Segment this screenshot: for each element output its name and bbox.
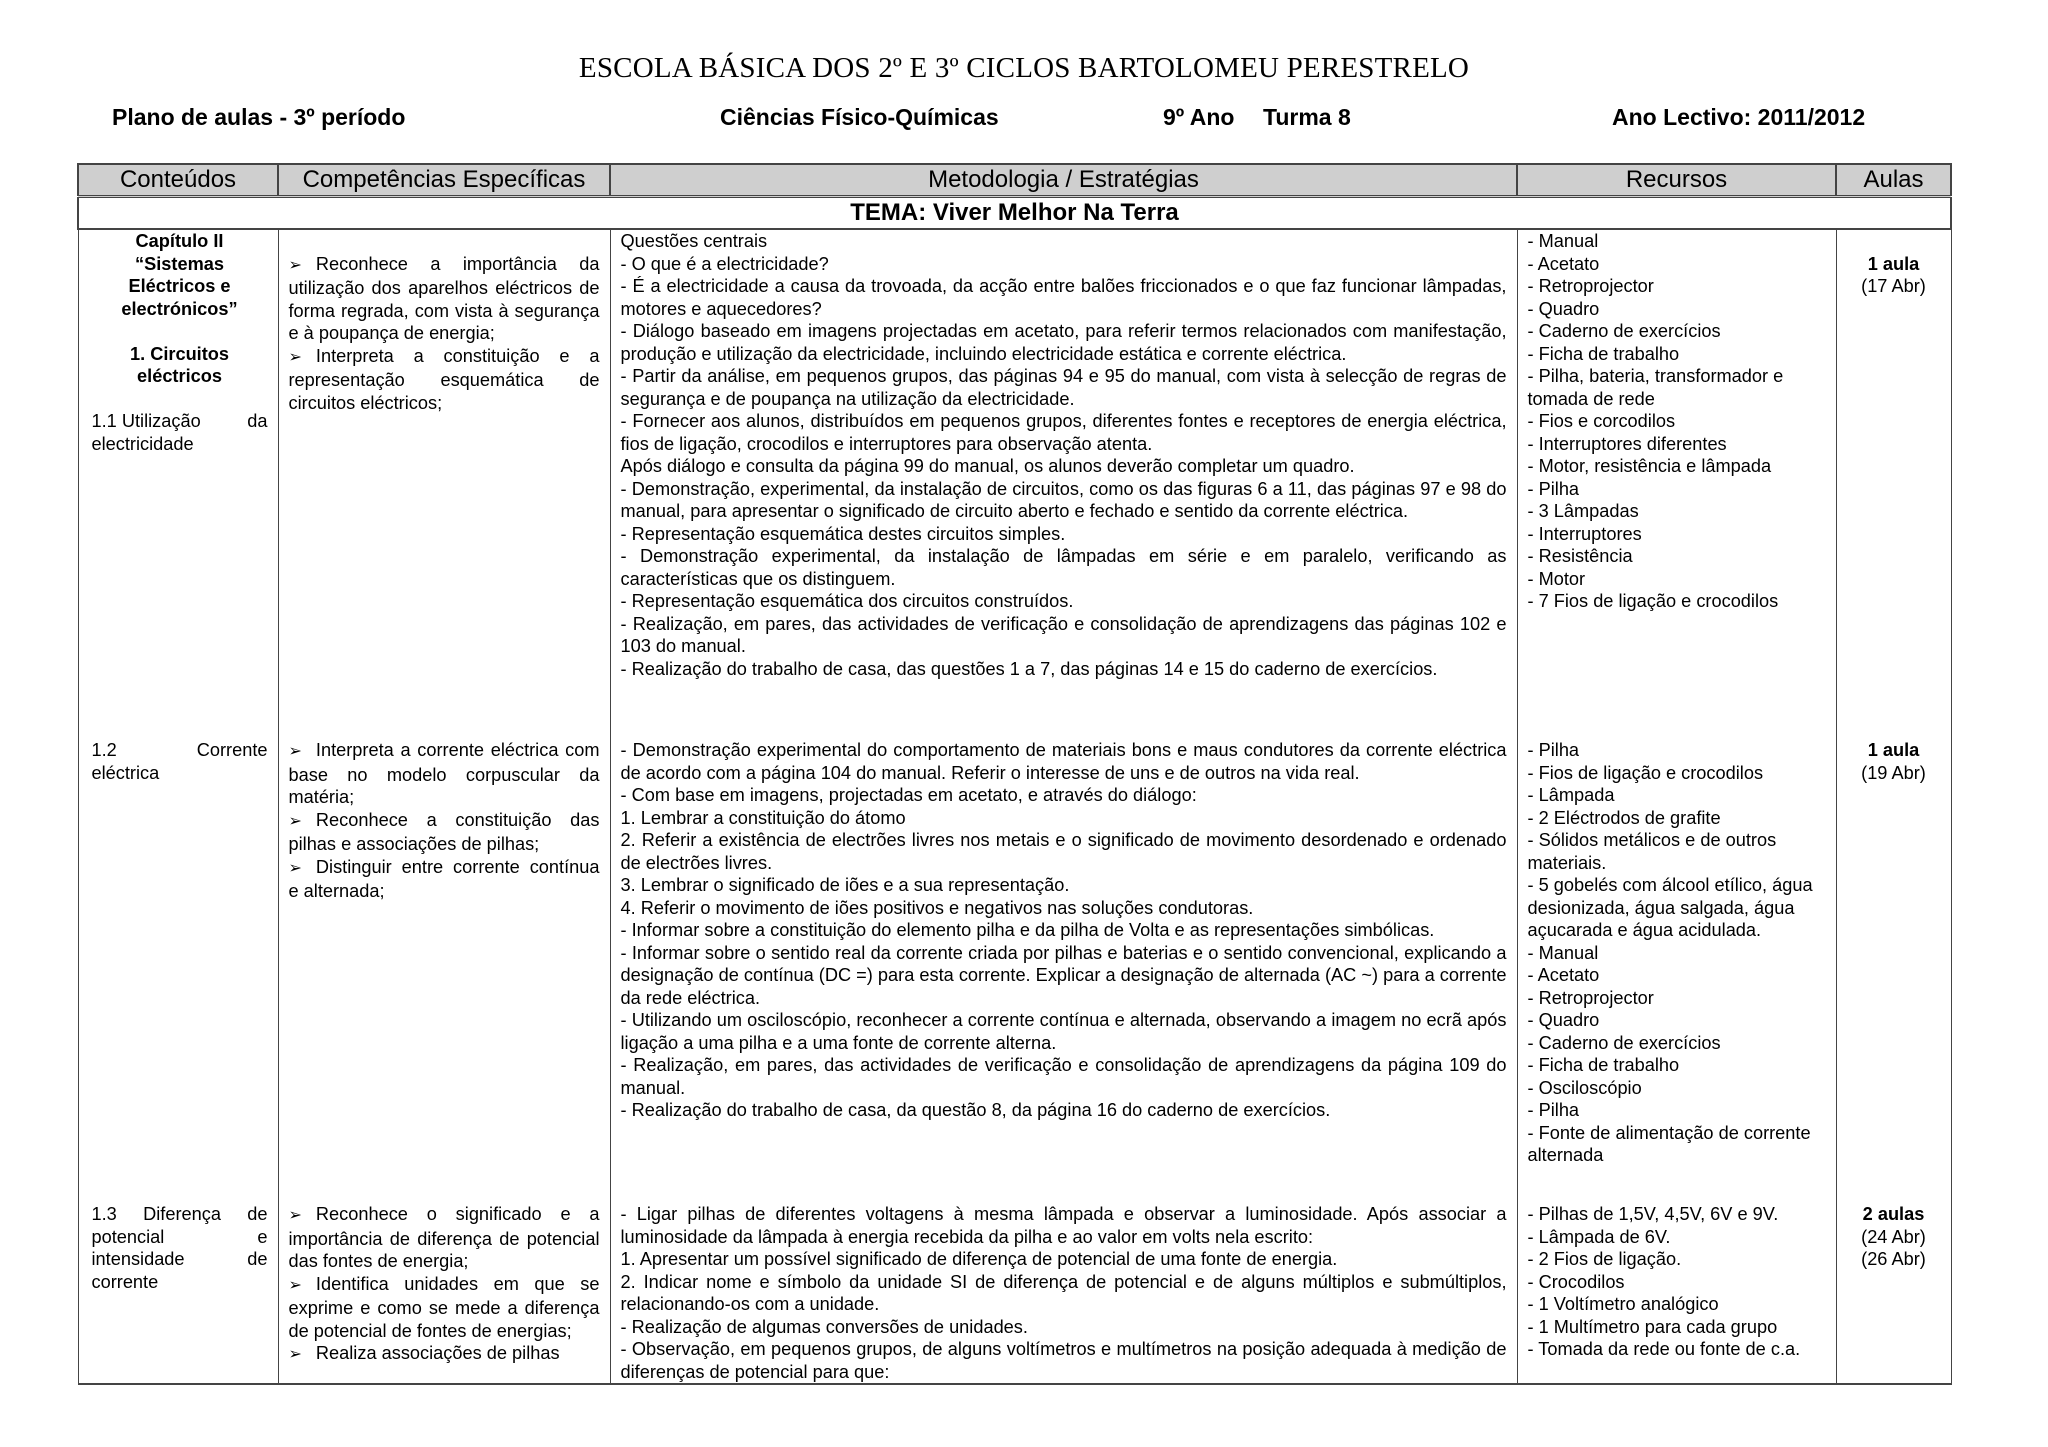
aulas-date: (17 Abr) bbox=[1861, 276, 1926, 296]
plan-title: Plano de aulas - 3º período bbox=[112, 104, 406, 130]
competencia-item: ➢ Identifica unidades em que se exprime e como se mede a diferença de potencial de fontes de energias; bbox=[289, 1273, 600, 1343]
aulas-cell bbox=[1836, 229, 1951, 739]
conteudos-cell: Capítulo II “Sistemas Eléctricos e electrónicos” 1. Circuitos eléctricos 1.1 Utilização da electricidade bbox=[78, 229, 278, 739]
competencia-item: ➢ Reconhece a constituição das pilhas e associações de pilhas; bbox=[289, 809, 600, 856]
aulas-count: 1 aula bbox=[1867, 253, 1920, 274]
column-header-metodologia: Metodologia / Estratégias bbox=[610, 164, 1517, 197]
aulas-cell bbox=[1836, 1203, 1951, 1384]
column-header-conteudos: Conteúdos bbox=[78, 164, 278, 197]
metodologia-cell: - Demonstração experimental do comportamento de materiais bons e maus condutores da corrente eléctrica de acordo com a página 104 do manual. Referir o interesse de uns e de outros na vida real. - Com base em imagens, projectadas em acetato, e através do diálogo: 1. Lembrar a constituição do átomo 2. Referir a existência de electrões livres nos metais e o significado de movimento desordenado e ordenado de electrões livres. 3. Lembrar o significado de iões e a sua representação. 4. Referir o movimento de iões positivos e negativos nas soluções condutoras. - Informar sobre a constituição do elemento pilha e da pilha de Volta e as representações simbólicas. - Informar sobre o sentido real da corrente criada por pilhas e baterias e o sentido convencional, explicando a designação de contínua (DC =) para esta corrente. Explicar a designação de alternada (AC ~) para a corrente da rede eléctrica. - Utilizando um osciloscópio, reconhecer a corrente contínua e alternada, observando a imagem no ecrã após ligação a uma pilha e a uma fonte de corrente alterna. - Realização, em pares, das actividades de verificação e consolidação de aprendizagens da página 109 do manual. - Realização do trabalho de casa, da questão 8, da página 16 do caderno de exercícios. bbox=[610, 739, 1517, 1203]
tema-row bbox=[78, 197, 1951, 230]
column-header-recursos: Recursos bbox=[1517, 164, 1836, 197]
recursos-cell: - Manual - Acetato - Retroprojector - Quadro - Caderno de exercícios - Ficha de trabalho - Pilha, bateria, transformador e tomada de rede - Fios e corcodilos - Interruptores diferentes - Motor, resistência e lâmpada - Pilha - 3 Lâmpadas - Interruptores - Resistência - Motor - 7 Fios de ligação e crocodilos bbox=[1517, 229, 1836, 739]
competencia-item: ➢ Interpreta a constituição e a representação esquemática de circuitos eléctricos; bbox=[289, 345, 600, 415]
column-header-competencias: Competências Específicas bbox=[278, 164, 610, 197]
conteudos-cell bbox=[78, 1203, 278, 1384]
subsection-title: 1.3 Diferença de potencial e intensidade de corrente bbox=[91, 1204, 268, 1292]
recursos-cell: - Pilha - Fios de ligação e crocodilos - Lâmpada - 2 Eléctrodos de grafite - Sólidos metálicos e de outros materiais. - 5 gobelés com álcool etílico, água desionizada, água salgada, água açucarada e água acidulada. - Manual - Acetato - Retroprojector - Quadro - Caderno de exercícios - Ficha de trabalho - Osciloscópio - Pilha - Fonte de alimentação de corrente alternada bbox=[1517, 739, 1836, 1203]
aulas-count: 2 aulas bbox=[1862, 1204, 1925, 1224]
table-row bbox=[78, 739, 1951, 1203]
class-number: Turma 8 bbox=[1263, 104, 1351, 130]
competencias-cell bbox=[278, 229, 610, 739]
school-title: ESCOLA BÁSICA DOS 2º E 3º CICLOS BARTOLOMEU PERESTRELO bbox=[578, 52, 1470, 84]
academic-year: Ano Lectivo: 2011/2012 bbox=[1612, 104, 1866, 130]
competencias-cell bbox=[278, 739, 610, 1203]
metodologia-cell: Questões centrais - O que é a electricidade? - É a electricidade a causa da trovoada, da acção entre balões friccionados e o que faz funcionar lâmpadas, motores e aquecedores? - Diálogo baseado em imagens projectadas em acetato, para referir termos relacionados com manifestação, produção e utilização da electricidade, incluindo electricidade estática e corrente eléctrica. - Partir da análise, em pequenos grupos, das páginas 94 e 95 do manual, com vista à selecção de regras de segurança e de poupança na utilização da electricidade. - Fornecer aos alunos, distribuídos em pequenos grupos, diferentes fontes e receptores de energia eléctrica, fios de ligação, crocodilos e interruptores para observação atenta. Após diálogo e consulta da página 99 do manual, os alunos deverão completar um quadro. - Demonstração, experimental, da instalação de circuitos, como os das figuras 6 a 11, das páginas 97 e 98 do manual, para apresentar o significado de circuito aberto e fechado e sentido da corrente eléctrica. - Representação esquemática destes circuitos simples. - Demonstração experimental, da instalação de lâmpadas em série e em paralelo, verificando as características que os distinguem. - Representação esquemática dos circuitos construídos. - Realização, em pares, das actividades de verificação e consolidação de aprendizagens das páginas 102 e 103 do manual. - Realização do trabalho de casa, das questões 1 a 7, das páginas 14 e 15 do caderno de exercícios. bbox=[610, 229, 1517, 739]
recursos-cell: - Pilhas de 1,5V, 4,5V, 6V e 9V. - Lâmpada de 6V. - 2 Fios de ligação. - Crocodilos - 1 Voltímetro analógico - 1 Multímetro para cada grupo - Tomada da rede ou fonte de c.a. bbox=[1517, 1203, 1836, 1384]
competencia-item: ➢ Reconhece o significado e a importância de diferença de potencial das fontes de energia; bbox=[289, 1203, 600, 1273]
metodologia-cell: - Ligar pilhas de diferentes voltagens à mesma lâmpada e observar a luminosidade. Após associar a luminosidade da lâmpada à energia recebida da pilha e ao valor em volts nela escrito: 1. Apresentar um possível significado de diferença de potencial de uma fonte de energia. 2. Indicar nome e símbolo da unidade SI de diferença de potencial e de alguns múltiplos e submúltiplos, relacionando-os com a unidade. - Realização de algumas conversões de unidades. - Observação, em pequenos grupos, de alguns voltímetros e multímetros na posição adequada à medição de diferenças de potencial para que: bbox=[610, 1203, 1517, 1384]
subsection-title: 1.1 Utilização da bbox=[91, 411, 268, 431]
aulas-date: (24 Abr) bbox=[1861, 1226, 1926, 1247]
aulas-date: (19 Abr) bbox=[1861, 762, 1926, 783]
tema-title: TEMA: Viver Melhor Na Terra bbox=[78, 197, 1951, 230]
competencias-cell bbox=[278, 1203, 610, 1384]
column-header-row bbox=[78, 164, 1951, 197]
subsection-title: 1.2 Corrente bbox=[91, 740, 268, 760]
aulas-cell bbox=[1836, 739, 1951, 1203]
lesson-plan-table bbox=[77, 163, 1952, 1385]
aulas-count: 1 aula bbox=[1867, 740, 1920, 760]
section-title: 1. Circuitos eléctricos bbox=[129, 343, 230, 386]
table-row bbox=[78, 229, 1951, 739]
conteudos-cell: 1.2 Corrente eléctrica bbox=[78, 739, 278, 1203]
column-header-aulas: Aulas bbox=[1836, 164, 1951, 197]
chapter-title: Capítulo II “Sistemas Eléctricos e electrónicos” bbox=[121, 231, 238, 319]
competencia-item: ➢ Reconhece a importância da utilização dos aparelhos eléctricos de forma regrada, com vista à segurança e à poupança de energia; bbox=[289, 253, 600, 345]
subject-name: Ciências Físico-Químicas bbox=[720, 104, 999, 130]
school-year-grade: 9º Ano bbox=[1163, 104, 1235, 130]
aulas-date: (26 Abr) bbox=[1861, 1249, 1926, 1269]
competencia-item: ➢ Realiza associações de pilhas bbox=[289, 1342, 600, 1367]
table-row bbox=[78, 1203, 1951, 1384]
competencia-item: ➢ Interpreta a corrente eléctrica com base no modelo corpuscular da matéria; bbox=[289, 739, 600, 809]
competencia-item: ➢ Distinguir entre corrente contínua e alternada; bbox=[289, 856, 600, 903]
